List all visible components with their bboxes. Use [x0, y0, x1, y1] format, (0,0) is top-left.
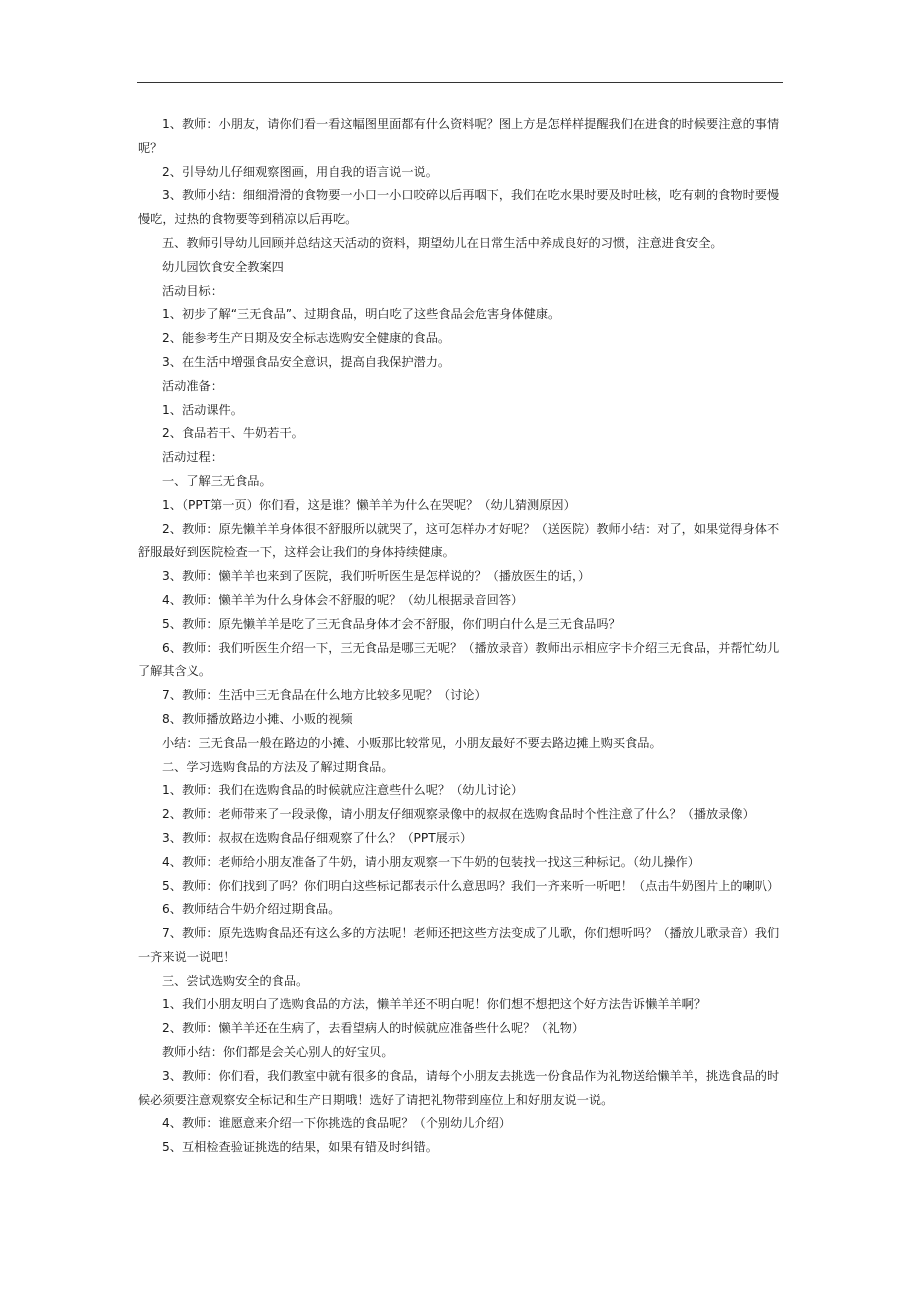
paragraph: 2、教师：懒羊羊还在生病了，去看望病人的时候就应准备些什么呢？（礼物）: [162, 1021, 585, 1036]
paragraph: 2、教师：老师带来了一段录像，请小朋友仔细观察录像中的叔叔在选购食品时个性注意了什么？（播放录像）: [162, 807, 755, 822]
paragraph: 2、教师：原先懒羊羊身体很不舒服所以就哭了，这可怎样办才好呢？（送医院）教师小结：对了，如果觉得身体不舒服最好到医院检查一下，这样会让我们的身体持续健康。: [138, 521, 780, 560]
header-rule: [137, 82, 783, 83]
paragraph: 2、引导幼儿仔细观察图画，用自我的语言说一说。: [162, 164, 438, 179]
paragraph: 4、教师：谁愿意来介绍一下你挑选的食品呢？（个别幼儿介绍）: [162, 1116, 512, 1131]
paragraph: 7、教师：生活中三无食品在什么地方比较多见呢？（讨论）: [162, 688, 487, 703]
paragraph: 1、活动课件。: [162, 402, 243, 417]
paragraph: 5、教师：你们找到了吗？你们明白这些标记都表示什么意思吗？我们一齐来听一听吧！（点击牛奶图片上的喇叭）: [162, 878, 780, 893]
paragraph: 3、教师：懒羊羊也来到了医院，我们听听医生是怎样说的？（播放医生的话，）: [162, 569, 591, 584]
paragraph: 8、教师播放路边小摊、小贩的视频: [162, 711, 353, 726]
paragraph: 2、食品若干、牛奶若干。: [162, 426, 304, 441]
paragraph: 3、教师：叔叔在选购食品仔细观察了什么？（PPT展示）: [162, 830, 473, 845]
paragraph: 4、教师：老师给小朋友准备了牛奶，请小朋友观察一下牛奶的包装找一找这三种标记。（幼儿操作）: [162, 854, 700, 869]
paragraph: 小结：三无食品一般在路边的小摊、小贩那比较常见，小朋友最好不要去路边摊上购买食品。: [162, 735, 662, 750]
paragraph: 2、能参考生产日期及安全标志选购安全健康的食品。: [162, 331, 451, 346]
paragraph: 5、互相检查验证挑选的结果，如果有错及时纠错。: [162, 1140, 438, 1155]
paragraph: 1、教师：我们在选购食品的时候就应注意些什么呢？（幼儿讨论）: [162, 783, 524, 798]
paragraph: 6、教师：我们听医生介绍一下，三无食品是哪三无呢？（播放录音）教师出示相应字卡介绍三无食品，并帮忙幼儿了解其含义。: [138, 640, 780, 679]
paragraph: 1、教师：小朋友，请你们看一看这幅图里面都有什么资料呢？图上方是怎样样提醒我们在进食的时候要注意的事情呢？: [138, 117, 780, 155]
paragraph: 教师小结：你们都是会关心别人的好宝贝。: [162, 1045, 394, 1060]
paragraph: 7、教师：原先选购食品还有这么多的方法呢！老师还把这些方法变成了儿歌，你们想听吗？（播放儿歌录音）我们一齐来说一说吧！: [138, 926, 780, 964]
paragraph: 6、教师结合牛奶介绍过期食品。: [162, 902, 341, 917]
paragraph: 1、（PPT第一页）你们看，这是谁？懒羊羊为什么在哭呢？（幼儿猜测原因）: [162, 497, 576, 512]
paragraph: 三、尝试选购安全的食品。: [162, 973, 309, 988]
paragraph: 3、教师小结：细细滑滑的食物要一小口一小口咬碎以后再咽下，我们在吃水果时要及时吐核，吃有刺的食物时要慢慢吃，过热的食物要等到稍凉以后再吃。: [138, 188, 780, 227]
paragraph: 4、教师：懒羊羊为什么身体会不舒服的呢？（幼儿根据录音回答）: [162, 592, 524, 607]
paragraph: 5、教师：原先懒羊羊是吃了三无食品身体才会不舒服，你们明白什么是三无食品吗？: [162, 616, 621, 631]
section-heading: 活动目标：: [162, 283, 223, 298]
paragraph: 1、初步了解“三无食品”、过期食品，明白吃了这些食品会危害身体健康。: [162, 307, 561, 322]
paragraph: 一、了解三无食品。: [162, 473, 272, 488]
section-heading: 活动准备：: [162, 378, 223, 393]
section-heading: 活动过程：: [162, 450, 223, 465]
paragraph: 五、教师引导幼儿回顾并总结这天活动的资料，期望幼儿在日常生活中养成良好的习惯，注意进食安全。: [162, 235, 723, 250]
paragraph: 3、教师：你们看，我们教室中就有很多的食品，请每个小朋友去挑选一份食品作为礼物送给懒羊羊，挑选食品的时候必须要注意观察安全标记和生产日期哦！选好了请把礼物带到座位上和好朋友说一说。: [138, 1068, 780, 1107]
paragraph: 1、我们小朋友明白了选购食品的方法，懒羊羊还不明白呢！你们想不想把这个好方法告诉懒羊羊啊？: [162, 997, 707, 1012]
document-body: [138, 113, 784, 1160]
paragraph: 二、学习选购食品的方法及了解过期食品。: [162, 759, 394, 774]
section-title: 幼儿园饮食安全教案四: [162, 259, 284, 274]
paragraph: 3、在生活中增强食品安全意识，提高自我保护潜力。: [162, 354, 451, 369]
